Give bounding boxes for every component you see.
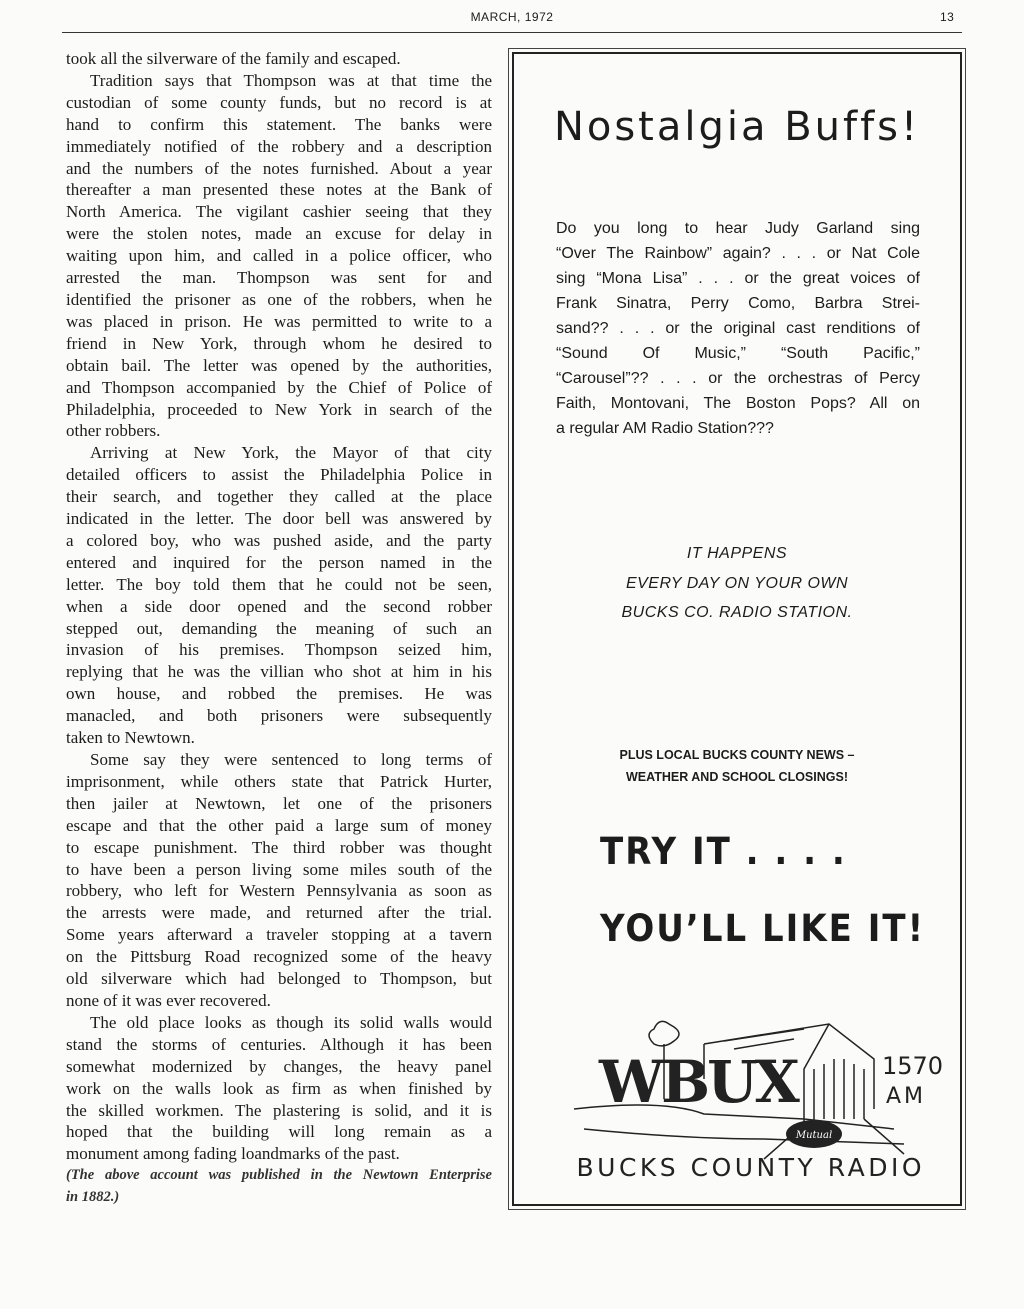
article-line: custodian of some county funds, but no record is at	[66, 92, 492, 112]
article-line: The old place looks as though its solid walls would	[90, 1012, 492, 1032]
ad-body-line: “Carousel”?? . . . or the orchestras of Percy	[556, 370, 920, 387]
article-line: Some say they were sentenced to long terms of	[90, 750, 492, 769]
article-line: when a side door opened and the second robber	[66, 596, 492, 616]
article-line: arrested the man. Thompson was sent for and	[66, 268, 492, 288]
ad-body-line: “Over The Rainbow” again? . . . or Nat Cole	[556, 245, 920, 262]
article-line: to escape punishment. The third robber was thought	[66, 837, 492, 857]
article-line: and the numbers of the notes furnished. About a year	[66, 158, 492, 178]
page-number: 13	[940, 10, 955, 24]
logo-frequency: 1570	[882, 1052, 944, 1080]
ad-body-line: sing “Mona Lisa” . . . or the great voices of	[556, 270, 920, 287]
article-line: then jailer at Newtown, let one of the prisoners	[66, 793, 492, 813]
article-line: were the stolen notes, made an excuse for delay in	[66, 224, 492, 244]
wbux-advertisement	[512, 52, 962, 1206]
article-line: somewhat modernized by changes, the heavy panel	[66, 1056, 492, 1076]
article-line: manacled, and both prisoners were subsequently	[66, 706, 492, 726]
article-line: Some years afterward a traveler stopping at a tavern	[66, 925, 492, 945]
article-line: hand to confirm this statement. The banks were	[66, 114, 492, 134]
article-line: stepped out, demanding the meaning of such an	[66, 618, 492, 638]
article-line: was placed in prison. He was permitted to write to a	[66, 311, 492, 331]
article-line: none of it was ever recovered.	[66, 990, 271, 1010]
article-line: escape and that the other paid a large sum of money	[66, 815, 492, 835]
ad-slogan	[514, 539, 960, 628]
article-line: a colored boy, who was pushed aside, and the party	[66, 530, 492, 550]
logo-call-sign: WBUX	[599, 1048, 797, 1116]
article-column	[66, 48, 492, 1209]
article-line: Tradition says that Thompson was at that time the	[90, 70, 492, 90]
article-line: on the Pittsburg Road recognized some of the heavy	[66, 947, 492, 967]
article-line: identified the prisoner as one of the robbers, when he	[66, 289, 492, 309]
ad-slogan-line: BUCKS CO. RADIO STATION.	[621, 604, 853, 621]
article-line: robbery, who left for Western Pennsylvania as soon as	[66, 881, 492, 901]
ad-news-notice	[514, 744, 960, 788]
ad-news-line: WEATHER AND SCHOOL CLOSINGS!	[626, 770, 848, 784]
logo-tagline: BUCKS COUNTY RADIO	[576, 1153, 922, 1182]
ad-try-it: TRY IT . . . .	[600, 830, 847, 874]
issue-date: MARCH, 1972	[470, 10, 554, 24]
article-line: other robbers.	[66, 421, 161, 441]
source-note: (The above account was published in the Newtown Enterprise	[66, 1167, 492, 1184]
ad-title: Nostalgia Buffs!	[553, 104, 921, 150]
ad-news-line: PLUS LOCAL BUCKS COUNTY NEWS –	[619, 748, 855, 762]
article-line: waiting upon him, and called in a police officer, who	[66, 246, 492, 266]
article-line: letter. The boy told them that he could not be seen,	[66, 574, 492, 594]
article-line: thereafter a man presented these notes at the Bank of	[66, 180, 492, 200]
ad-slogan-line: EVERY DAY ON YOUR OWN	[625, 574, 849, 592]
article-line: took all the silverware of the family and escaped.	[66, 49, 401, 68]
ad-like-it: YOU’LL LIKE IT!	[600, 907, 926, 951]
article-line: the arrests were made, and returned after the trial.	[66, 903, 492, 923]
article-line: to have been a person living some miles south of the	[66, 859, 492, 879]
article-line: replying that he was the villian who shot at him in his	[66, 662, 492, 682]
article-line: immediately notified of the robbery and a description	[66, 136, 492, 156]
article-line: imprisonment, while others state that Patrick Hurter,	[66, 771, 492, 791]
article-line: own house, and robbed the premises. He was	[66, 684, 492, 704]
article-line: indicated in the letter. The door bell was answered by	[66, 509, 492, 529]
article-line: Philadelphia, proceeded to New York in search of the	[66, 399, 492, 419]
article-line: and Thompson accompanied by the Chief of Police of	[66, 377, 492, 397]
logo-network: Mutual	[795, 1130, 833, 1141]
article-line: hoped that the building will long remain as a	[66, 1122, 492, 1142]
source-note: in 1882.)	[66, 1189, 120, 1206]
ad-body-line: Do you long to hear Judy Garland sing	[556, 220, 920, 237]
article-line: monument among fading loandmarks of the past.	[66, 1144, 400, 1164]
article-line: entered and inquired for the person named in the	[66, 552, 492, 572]
ad-body-line: Frank Sinatra, Perry Como, Barbra Strei-	[556, 295, 920, 312]
article-line: old silverware which had belonged to Thompson, but	[66, 969, 492, 989]
article-line: stand the storms of centuries. Although it has been	[66, 1034, 492, 1054]
article-line: the skilled workmen. The plastering is solid, and it is	[66, 1100, 492, 1120]
article-line: Arriving at New York, the Mayor of that city	[90, 443, 492, 463]
article-line: friend in New York, through whom he desired to	[66, 333, 492, 353]
ad-body	[556, 216, 920, 441]
ad-body-line: a regular AM Radio Station???	[556, 420, 774, 437]
wbux-logo	[564, 1019, 944, 1189]
article-line: detailed officers to assist the Philadelphia Police in	[66, 465, 492, 485]
article-line: their search, and together they called at the place	[66, 487, 492, 507]
article-line: obtain bail. The letter was opened by the authorities,	[66, 355, 492, 375]
article-line: work on the walls look as firm as when finished by	[66, 1078, 492, 1098]
ad-body-line: “Sound Of Music,” “South Pacific,”	[556, 345, 920, 362]
logo-band: AM	[886, 1084, 927, 1109]
header-rule	[62, 32, 962, 33]
ad-body-line: sand?? . . . or the original cast renditions of	[556, 320, 920, 337]
article-line: taken to Newtown.	[66, 728, 195, 748]
ad-slogan-line: IT HAPPENS	[686, 545, 788, 562]
article-line: invasion of his premises. Thompson seized him,	[66, 640, 492, 660]
ad-body-line: Faith, Montovani, The Boston Pops? All on	[556, 395, 920, 412]
article-line: North America. The vigilant cashier seeing that they	[66, 202, 492, 222]
